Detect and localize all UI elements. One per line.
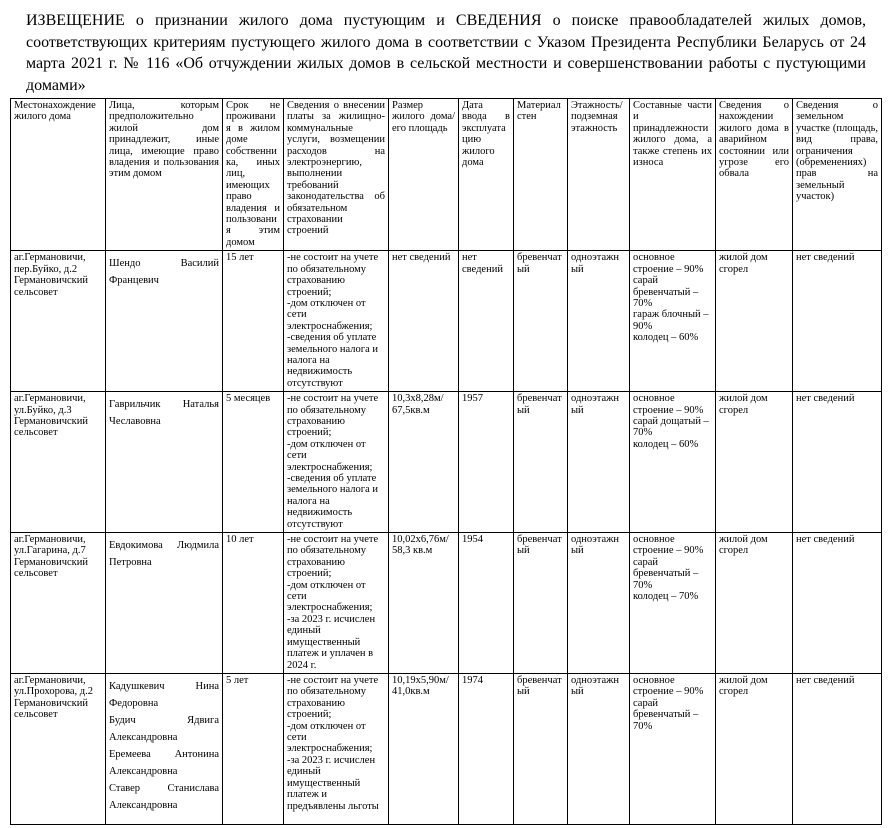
cell-line: Шендо Василий Францевич <box>109 258 219 287</box>
cell-size: нет сведений <box>389 251 459 392</box>
cell-components <box>630 392 716 533</box>
document-title: ИЗВЕЩЕНИЕ о признании жилого дома пустующим и СВЕДЕНИЯ о поиске правообладателей жилых домов, соответствующих критериям пустующего жилого дома в соответствии с Указом Президента Республики Беларусь от 24 марта 2021 г. № 116 «Об отчуждении жилых домов в сельской местности и совершенствовании работы с пустующими домами» <box>26 12 866 94</box>
cell-components <box>630 251 716 392</box>
cell-land-plot: нет сведений <box>793 674 882 825</box>
cell-location: аг.Германовичи, ул.Прохорова, д.2 Германовичский сельсовет <box>11 674 106 825</box>
cell-line: Гаврильчик Наталья Чеславовна <box>109 399 219 428</box>
cell-line: колодец – 60% <box>633 332 699 344</box>
column-header-land-plot: Сведения о земельном участке (площадь, вид права, ограничения (обременениях) прав на земельный участок) <box>793 99 882 251</box>
cell-storeys: одноэтажный <box>568 392 630 533</box>
cell-size: 10,02х6,76м/ 58,3 кв.м <box>389 533 459 674</box>
cell-land-plot: нет сведений <box>793 392 882 533</box>
cell-size: 10,19х5,90м/ 41,0кв.м <box>389 674 459 825</box>
cell-land-plot: нет сведений <box>793 251 882 392</box>
cell-components <box>630 674 716 825</box>
cell-land-plot: нет сведений <box>793 533 882 674</box>
cell-commissioning-date: 1957 <box>459 392 514 533</box>
column-header-location: Местонахождение жилого дома <box>11 99 106 251</box>
cell-vacancy-period: 5 лет <box>223 674 284 825</box>
cell-line: Евдокимова Людмила Петровна <box>109 540 219 569</box>
cell-line: колодец – 60% <box>633 438 699 450</box>
cell-owners <box>106 392 223 533</box>
cell-line: гараж блочный – 90% <box>633 309 709 332</box>
cell-vacancy-period: 15 лет <box>223 251 284 392</box>
cell-line: сарай бревенчатый – 70% <box>633 556 699 591</box>
cell-line: Кадушкевич Нина Федоровна <box>109 681 219 710</box>
column-header-vacancy-period: Срок не проживания в жилом доме собственника, иных лиц, имеющих право владения и пользования этим домом <box>223 99 284 251</box>
cell-line: -не состоит на учете по обязательному страхованию строений; <box>287 534 379 580</box>
cell-owners <box>106 674 223 825</box>
column-header-storeys: Этажность/ подземная этажность <box>568 99 630 251</box>
cell-line: основное строение – 90% <box>633 393 704 416</box>
cell-line: основное строение – 90% <box>633 534 704 557</box>
cell-wall-material: бревенчатый <box>514 674 568 825</box>
cell-storeys: одноэтажный <box>568 533 630 674</box>
column-header-commissioning-date: Дата ввода в эксплуатацию жилого дома <box>459 99 514 251</box>
cell-location: аг.Германовичи, ул.Гагарина, д.7 Германовичский сельсовет <box>11 533 106 674</box>
column-header-components: Составные части и принадлежности жилого дома, а также степень их износа <box>630 99 716 251</box>
column-header-payments: Сведения о внесении платы за жилищно-коммунальные услуги, возмещении расходов на электроэнергию, выполнении требований законодательства об обязательном страховании строений <box>284 99 389 251</box>
column-header-size: Размер жилого дома/ его площадь <box>389 99 459 251</box>
cell-line: сарай дощатый – 70% <box>633 415 709 439</box>
cell-location: аг.Германовичи, ул.Буйко, д.3 Германовичский сельсовет <box>11 392 106 533</box>
table-row <box>11 251 882 392</box>
cell-line: -за 2023 г. исчислен единый имущественный платеж и уплачен в 2024 г. <box>287 613 376 671</box>
cell-owners <box>106 533 223 674</box>
cell-line: -дом отключен от сети электроснабжения; <box>287 438 373 473</box>
cell-line: -не состоит на учете по обязательному страхованию строений; <box>287 252 379 298</box>
cell-condition: жилой дом сгорел <box>716 392 793 533</box>
table-row <box>11 674 882 825</box>
cell-payments <box>284 251 389 392</box>
header-row <box>11 99 882 251</box>
cell-line: -сведения об уплате земельного налога и налога на недвижимость отсутствуют <box>287 332 379 389</box>
cell-vacancy-period: 5 месяцев <box>223 392 284 533</box>
column-header-owners: Лица, которым предположительно жилой дом принадлежит, иные лица, имеющие право владения и пользования этим домом <box>106 99 223 251</box>
cell-vacancy-period: 10 лет <box>223 533 284 674</box>
cell-wall-material: бревенчатый <box>514 533 568 674</box>
cell-condition: жилой дом сгорел <box>716 533 793 674</box>
cell-line: -дом отключен от сети электроснабжения; <box>287 297 373 332</box>
cell-size: 10,3х8,28м/ 67,5кв.м <box>389 392 459 533</box>
cell-storeys: одноэтажный <box>568 251 630 392</box>
column-header-condition: Сведения о нахождении жилого дома в аварийном состоянии или угрозе его обвала <box>716 99 793 251</box>
cell-owners <box>106 251 223 392</box>
cell-line: сарай бревенчатый – 70% <box>633 275 699 309</box>
cell-line: сарай бревенчатый – 70% <box>633 697 699 732</box>
cell-line: -не состоит на учете по обязательному страхованию строений; <box>287 675 379 721</box>
cell-commissioning-date: 1974 <box>459 674 514 825</box>
cell-commissioning-date: нет сведений <box>459 251 514 392</box>
cell-payments <box>284 533 389 674</box>
cell-line: -дом отключен от сети электроснабжения; <box>287 579 373 614</box>
cell-line: основное строение – 90% <box>633 675 704 698</box>
cell-line: колодец – 70% <box>633 591 699 603</box>
cell-components <box>630 533 716 674</box>
cell-wall-material: бревенчатый <box>514 251 568 392</box>
cell-line: основное строение – 90% <box>633 252 704 275</box>
cell-payments <box>284 392 389 533</box>
cell-line: -за 2023 г. исчислен единый имущественный платеж и предъявлены льготы <box>287 754 379 812</box>
cell-line: -дом отключен от сети электроснабжения; <box>287 720 373 755</box>
cell-condition: жилой дом сгорел <box>716 251 793 392</box>
table-row <box>11 533 882 674</box>
cell-commissioning-date: 1954 <box>459 533 514 674</box>
cell-line: -не состоит на учете по обязательному страхованию строений; <box>287 393 379 439</box>
cell-wall-material: бревенчатый <box>514 392 568 533</box>
cell-line: Будич Ядвига Александровна <box>109 715 219 744</box>
column-header-wall-material: Материал стен <box>514 99 568 251</box>
cell-line: Еремеева Антонина Александровна <box>109 749 219 778</box>
table-row <box>11 392 882 533</box>
cell-condition: жилой дом сгорел <box>716 674 793 825</box>
vacant-houses-table <box>10 98 882 825</box>
cell-line: -сведения об уплате земельного налога и налога на недвижимость отсутствуют <box>287 473 379 530</box>
cell-payments <box>284 674 389 825</box>
cell-location: аг.Германовичи, пер.Буйко, д.2 Германовичский сельсовет <box>11 251 106 392</box>
cell-storeys: одноэтажный <box>568 674 630 825</box>
cell-line: Ставер Станислава Александровна <box>109 783 219 812</box>
